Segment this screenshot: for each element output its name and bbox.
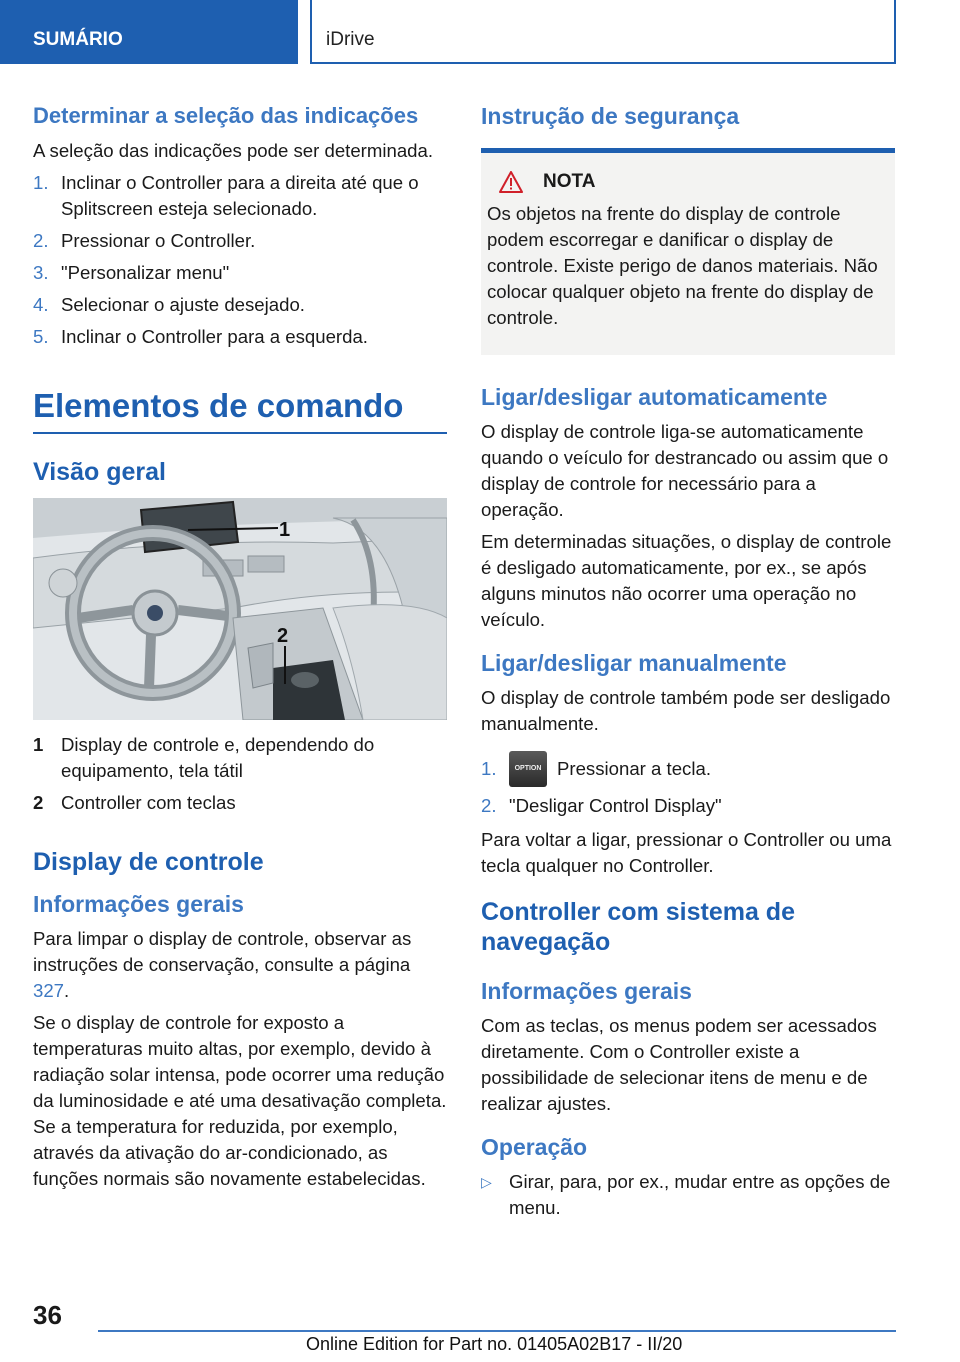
right-column (481, 100, 895, 1221)
subsection-title-general: Informações gerais (33, 891, 244, 917)
cockpit-drawing (33, 498, 447, 720)
manual-paragraph-2: Para voltar a ligar, pressionar o Controller ou uma tecla qualquer no Controller. (481, 829, 892, 876)
list-item: 2. Pressionar o Controller. (33, 230, 256, 251)
cockpit-illustration (33, 498, 447, 720)
footer-divider (98, 1330, 896, 1332)
page-number: 36 (33, 1300, 62, 1330)
list-item: 5. Inclinar o Controller para a esquerda. (33, 326, 368, 347)
callout-1: 1 (279, 519, 291, 541)
edition-footer: Online Edition for Part no. 01405A02B17 - II/20 (306, 1334, 683, 1354)
section-title-overview: Visão geral (33, 458, 166, 486)
list-item: ▷ Girar, para, por ex., mudar entre as opções de menu. (481, 1169, 895, 1221)
auto-paragraph-2: Em determinadas situações, o display de controle é desligado automaticamente, por ex., se após alguns minutos não ocorrer uma operação no veículo. (481, 531, 892, 630)
nav-general-paragraph: Com as teclas, os menus podem ser acessados diretamente. Com o Controller existe a possibilidade de selecionar itens de menu e de realizar ajustes. (481, 1015, 877, 1114)
left-column (33, 100, 447, 1198)
list-item: 4. Selecionar o ajuste desejado. (33, 294, 305, 315)
option-key-icon: OPTION (509, 751, 547, 787)
warning-icon (499, 171, 523, 193)
list-item: 2. "Desligar Control Display" (481, 795, 722, 816)
note-header (499, 171, 889, 193)
triangle-bullet-icon: ▷ (481, 1174, 492, 1190)
note-label: NOTA (543, 171, 596, 192)
callout-2: 2 (277, 625, 289, 647)
list-item: 1. OPTION Pressionar a tecla. (481, 751, 895, 787)
section-title-selection: Determinar a seleção das indicações (33, 103, 419, 128)
note-text: Os objetos na frente do display de controle podem escorregar e danificar o display de controle. Existe perigo de danos materiais. Não colocar qualquer objeto na frente do display de controle. (487, 203, 878, 328)
manual-paragraph-1: O display de controle também pode ser desligado manualmente. (481, 687, 891, 734)
section-title-display: Display de controle (33, 848, 264, 876)
page-link[interactable]: 327 (33, 980, 65, 1001)
general-paragraph-2: Se o display de controle for exposto a temperaturas muito altas, por exemplo, devido à radiação solar intensa, pode ocorrer uma redução da luminosidade e até uma desativação completa. Se a temperatura for reduzida, por exemplo, através da ativação do ar-condicionado, as funções normais são novamente estabelecidas. (33, 1012, 447, 1189)
legend-item: 1 Display de controle e, dependendo do equipamento, tela tátil (33, 734, 375, 781)
section-title-manual: Ligar/desligar manualmente (481, 650, 787, 676)
section-title-safety: Instrução de segurança (481, 103, 740, 129)
list-item: 1. Inclinar o Controller para a direita até que o Splitscreen esteja selecionado. (33, 172, 419, 219)
general-paragraph-1: Para limpar o display de controle, observar as instruções de conservação, consulte a página 327. (33, 928, 412, 1001)
chapter-tab[interactable]: iDrive (310, 0, 896, 64)
auto-paragraph-1: O display de controle liga-se automaticamente quando o veículo for destrancado ou assim que o display de controle for necessário para a operação. (481, 421, 889, 520)
note-box (481, 148, 895, 355)
section-title-navigation: Controller com sistema de navegação (481, 898, 795, 956)
subsection-title-operation: Operação (481, 1134, 588, 1160)
manual-steps-list (481, 751, 895, 819)
legend-item: 2 Controller com teclas (33, 792, 236, 813)
summary-tab[interactable]: SUMÁRIO (0, 0, 298, 64)
section-title-auto: Ligar/desligar automaticamente (481, 384, 828, 410)
section-intro: A seleção das indicações pode ser determinada. (33, 140, 434, 161)
subsection-title-nav-general: Informações gerais (481, 978, 692, 1004)
steps-list (33, 170, 447, 350)
chapter-title: Elementos de comando (33, 384, 447, 434)
list-item: 3. "Personalizar menu" (33, 262, 230, 283)
